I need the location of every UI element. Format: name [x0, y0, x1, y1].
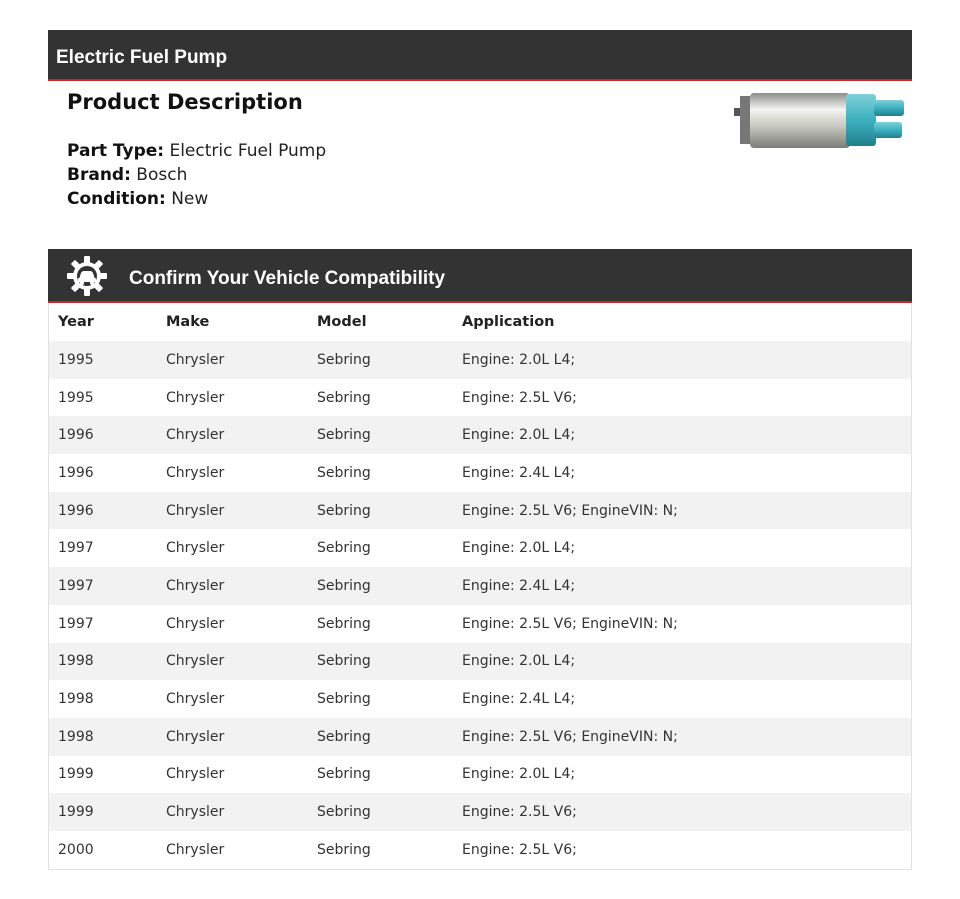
cell-make: Chrysler: [166, 464, 225, 481]
table-row: [49, 492, 911, 530]
cell-make: Chrysler: [166, 728, 225, 745]
cell-application: Engine: 2.4L L4;: [462, 691, 576, 708]
cell-make: Chrysler: [166, 502, 225, 519]
cell-make: Chrysler: [166, 691, 225, 708]
cell-application: Engine: 2.5L V6; EngineVIN: N;: [462, 502, 678, 519]
cell-application: Engine: 2.0L L4;: [462, 427, 576, 444]
cell-make: Chrysler: [166, 615, 225, 632]
cell-year: 1995: [58, 351, 94, 368]
cell-application: Engine: 2.0L L4;: [462, 540, 576, 557]
cell-year: 1996: [58, 464, 94, 481]
cell-application: Engine: 2.4L L4;: [462, 464, 576, 481]
table-row: [49, 529, 911, 567]
spec-brand: [67, 165, 187, 185]
table-row: [49, 605, 911, 643]
cell-make: Chrysler: [166, 389, 225, 406]
cell-make: Chrysler: [166, 351, 225, 368]
cell-year: 1997: [58, 615, 94, 632]
table-row: [49, 567, 911, 605]
compatibility-table: [48, 303, 912, 870]
column-header-year: Year: [58, 314, 94, 330]
column-header-application: Application: [462, 314, 555, 330]
cell-year: 1998: [58, 728, 94, 745]
cell-model: Sebring: [317, 502, 371, 519]
cell-application: Engine: 2.5L V6;: [462, 389, 577, 406]
table-row: [49, 643, 911, 681]
table-row: [49, 379, 911, 417]
cell-application: Engine: 2.5L V6;: [462, 804, 577, 821]
cell-make: Chrysler: [166, 540, 225, 557]
cell-model: Sebring: [317, 691, 371, 708]
cell-year: 1995: [58, 389, 94, 406]
cell-application: Engine: 2.4L L4;: [462, 577, 576, 594]
cell-model: Sebring: [317, 804, 371, 821]
cell-year: 2000: [58, 841, 94, 858]
product-title: Electric Fuel Pump: [56, 47, 228, 68]
spec-part-type: [67, 141, 326, 161]
cell-model: Sebring: [317, 841, 371, 858]
cell-model: Sebring: [317, 615, 371, 632]
table-row: [49, 793, 911, 831]
cell-application: Engine: 2.5L V6; EngineVIN: N;: [462, 615, 678, 632]
table-row: [49, 341, 911, 379]
cell-make: Chrysler: [166, 577, 225, 594]
cell-model: Sebring: [317, 577, 371, 594]
cell-make: Chrysler: [166, 841, 225, 858]
table-row: [49, 718, 911, 756]
spec-value: New: [171, 189, 209, 209]
cell-model: Sebring: [317, 351, 371, 368]
spec-value: Electric Fuel Pump: [169, 141, 327, 161]
cell-model: Sebring: [317, 540, 371, 557]
table-row: [49, 680, 911, 718]
table-row: [49, 454, 911, 492]
cell-make: Chrysler: [166, 427, 225, 444]
cell-model: Sebring: [317, 427, 371, 444]
cell-model: Sebring: [317, 464, 371, 481]
column-header-model: Model: [317, 314, 367, 330]
cell-application: Engine: 2.0L L4;: [462, 653, 576, 670]
gear-car-icon: [67, 256, 107, 296]
cell-year: 1998: [58, 691, 94, 708]
cell-year: 1999: [58, 766, 94, 783]
table-header-row: [49, 303, 911, 341]
cell-make: Chrysler: [166, 804, 225, 821]
cell-application: Engine: 2.5L V6;: [462, 841, 577, 858]
cell-application: Engine: 2.0L L4;: [462, 766, 576, 783]
product-image: [730, 90, 910, 154]
cell-model: Sebring: [317, 653, 371, 670]
cell-year: 1998: [58, 653, 94, 670]
table-row: [49, 756, 911, 794]
spec-label: Condition:: [67, 189, 166, 209]
cell-model: Sebring: [317, 766, 371, 783]
cell-year: 1996: [58, 502, 94, 519]
cell-year: 1997: [58, 540, 94, 557]
compatibility-bar: [48, 249, 912, 303]
cell-model: Sebring: [317, 728, 371, 745]
cell-year: 1999: [58, 804, 94, 821]
cell-application: Engine: 2.5L V6; EngineVIN: N;: [462, 728, 678, 745]
spec-label: Brand:: [67, 165, 131, 185]
description-heading: Product Description: [67, 90, 303, 114]
table-row: [49, 831, 911, 869]
spec-condition: [67, 189, 208, 209]
cell-year: 1997: [58, 577, 94, 594]
compatibility-title: Confirm Your Vehicle Compatibility: [129, 268, 446, 289]
spec-value: Bosch: [136, 165, 188, 185]
spec-label: Part Type:: [67, 141, 165, 161]
cell-model: Sebring: [317, 389, 371, 406]
cell-year: 1996: [58, 427, 94, 444]
column-header-make: Make: [166, 314, 210, 330]
cell-application: Engine: 2.0L L4;: [462, 351, 576, 368]
cell-make: Chrysler: [166, 653, 225, 670]
product-title-bar: [48, 30, 912, 81]
cell-make: Chrysler: [166, 766, 225, 783]
table-row: [49, 416, 911, 454]
